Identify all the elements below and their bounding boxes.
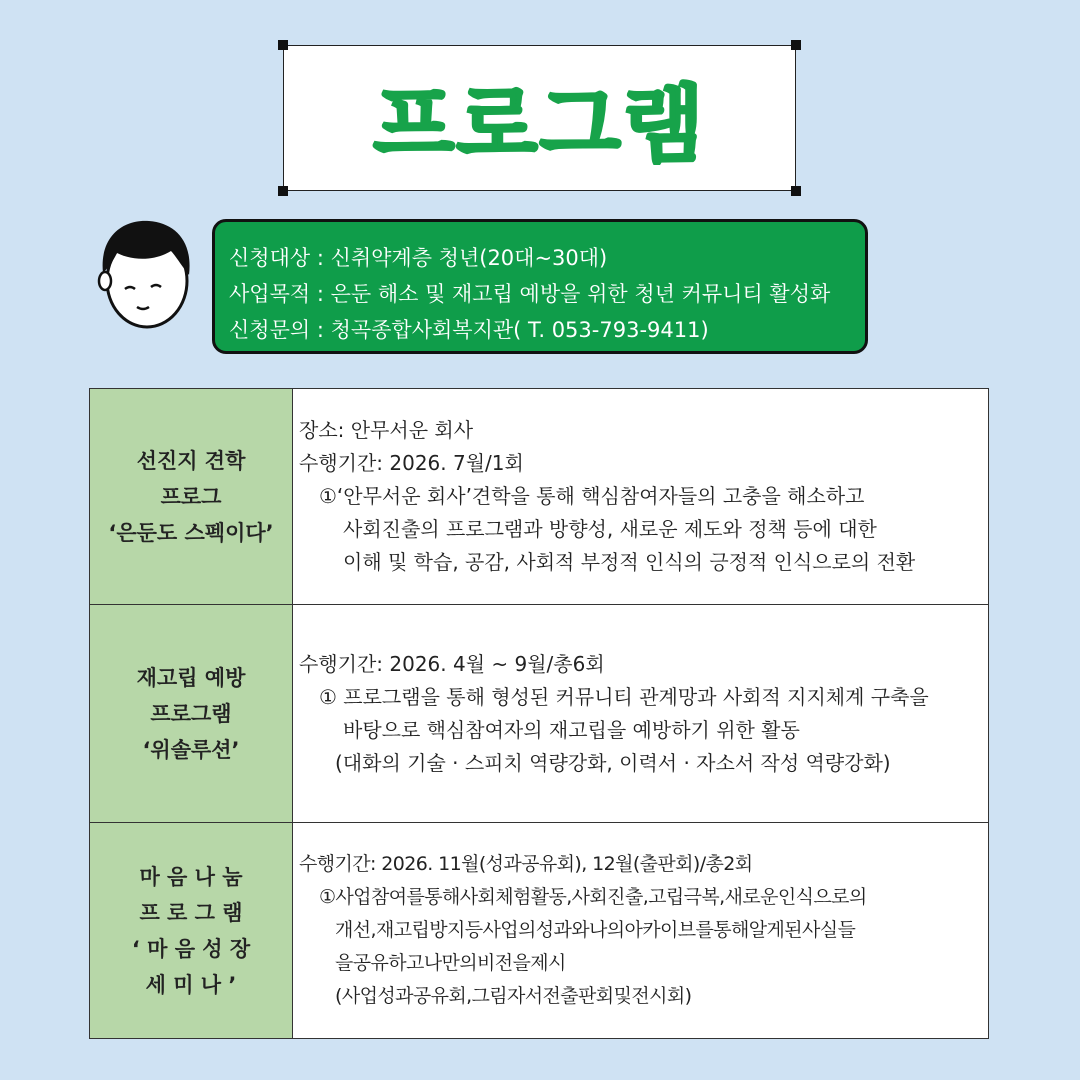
program-line: 이해 및 학습, 공감, 사회적 부정적 인식의 긍정적 인식으로의 전환 (343, 550, 916, 574)
program-line: ①‘안무서운 회사’견학을 통해 핵심참여자들의 고충을 해소하고 (319, 484, 865, 508)
info-target: 신청대상 : 신취약계층 청년(20대~30대) (229, 246, 608, 270)
resize-handle-top-left[interactable] (278, 40, 288, 50)
title-box (283, 45, 796, 191)
program-label-line: 프로그 (160, 484, 222, 509)
page-title: 프로그램 (373, 75, 706, 174)
table-row (90, 823, 989, 1039)
program-content-cell (293, 605, 989, 823)
program-label-cell (90, 389, 293, 605)
program-content-cell (293, 823, 989, 1039)
program-line: (대화의 기술 · 스피치 역량강화, 이력서 · 자소서 작성 역량강화) (335, 750, 891, 775)
program-label-line: ‘ 마 음 성 장 (131, 936, 251, 961)
program-table (89, 388, 989, 1039)
table-row (90, 605, 989, 823)
program-line: 장소: 안무서운 회사 (299, 418, 474, 442)
program-line: 수행기간: 2026. 4월 ~ 9월/총6회 (299, 651, 605, 676)
program-line: 수행기간: 2026. 11월(성과공유회), 12월(출판회)/총2회 (299, 853, 753, 875)
program-line: ① 프로그램을 통해 형성된 커뮤니티 관계망과 사회적 지지체계 구축을 (319, 684, 929, 709)
program-line: 을공유하고나만의비전을제시 (335, 952, 566, 974)
boy-face-icon (95, 215, 195, 331)
resize-handle-bottom-left[interactable] (278, 186, 288, 196)
program-line: ①사업참여를통해사회체험활동,사회진출,고립극복,새로운인식으로의 (319, 886, 867, 908)
table-row (90, 389, 989, 605)
program-label-line: 선진지 견학 (136, 448, 246, 473)
program-label-line: 프 로 그 램 (139, 900, 243, 925)
program-label-cell (90, 823, 293, 1039)
program-label-line: 프로그램 (150, 701, 232, 726)
program-label-line: ‘위솔루션’ (142, 737, 240, 762)
program-content-cell (293, 389, 989, 605)
resize-handle-top-right[interactable] (791, 40, 801, 50)
program-label-line: 재고립 예방 (136, 665, 246, 690)
program-label-cell (90, 605, 293, 823)
program-line: 바탕으로 핵심참여자의 재고립을 예방하기 위한 활동 (343, 717, 800, 742)
program-line: 개선,재고립방지등사업의성과와나의아카이브를통해알게된사실들 (335, 919, 856, 941)
resize-handle-bottom-right[interactable] (791, 186, 801, 196)
program-line: 수행기간: 2026. 7월/1회 (299, 451, 524, 475)
info-box (212, 219, 868, 354)
program-label-line: 세 미 나 ’ (145, 972, 237, 997)
info-purpose: 사업목적 : 은둔 해소 및 재고립 예방을 위한 청년 커뮤니티 활성화 (229, 282, 831, 306)
program-label-line: 마 음 나 눔 (139, 864, 243, 889)
info-contact: 신청문의 : 청곡종합사회복지관( T. 053-793-9411) (229, 318, 709, 342)
program-label-line: ‘은둔도 스펙이다’ (108, 520, 274, 545)
program-line: 사회진출의 프로그램과 방향성, 새로운 제도와 정책 등에 대한 (343, 517, 877, 541)
program-line: (사업성과공유회,그림자서전출판회및전시회) (335, 985, 692, 1007)
